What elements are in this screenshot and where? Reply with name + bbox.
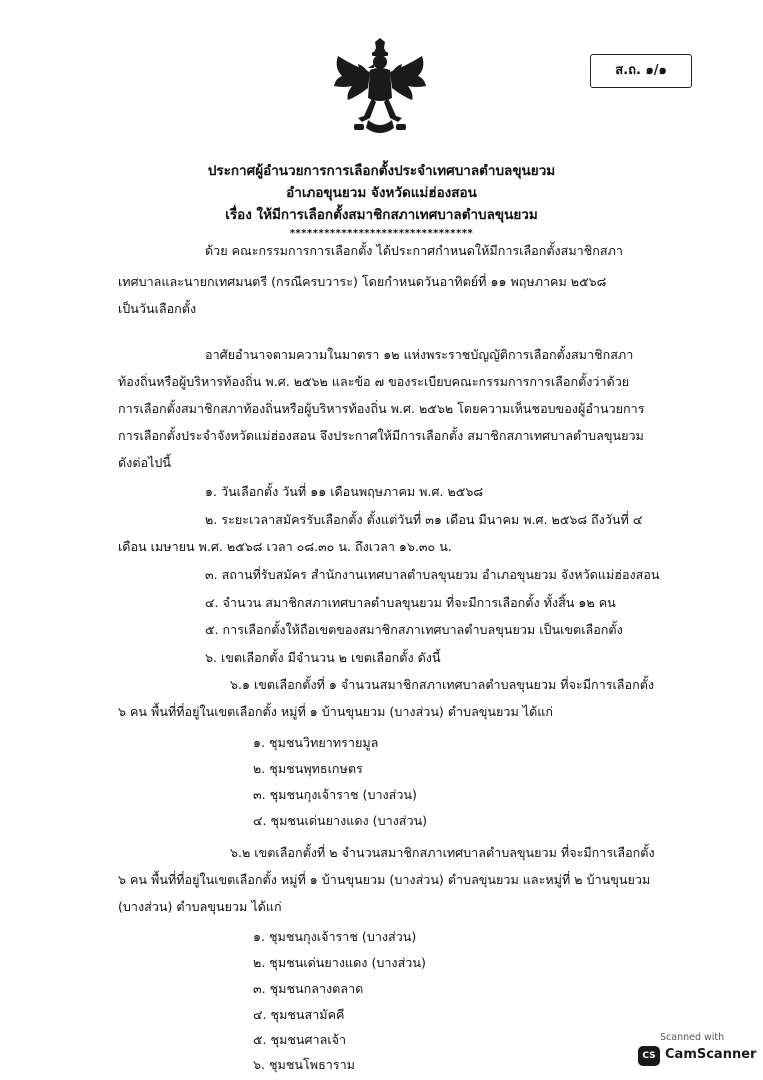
paragraph-1-line: เป็นวันเลือกตั้ง — [118, 301, 197, 316]
form-code: ส.ถ. ๑/๑ — [615, 63, 667, 78]
district-2-line: ๖ คน พื้นที่ที่อยู่ในเขตเลือกตั้ง หมู่ที่ ๑ บ้านขุนยวม (บางส่วน) ตำบลขุนยวม และหมู่ที่ ๒ บ้านขุนยวม — [118, 872, 651, 887]
district-1-line: ๖.๑ เขตเลือกตั้งที่ ๑ จำนวนสมาชิกสภาเทศบาลตำบลขุนยวม ที่จะมีการเลือกตั้ง — [230, 677, 655, 692]
garuda-emblem-icon — [328, 38, 432, 142]
district-2-community: ๒. ชุมชนเด่นยางแดง (บางส่วน) — [253, 955, 426, 970]
item-4: ๔. จำนวน สมาชิกสภาเทศบาลตำบลขุนยวม ที่จะมีการเลือกตั้ง ทั้งสิ้น ๑๒ คน — [205, 595, 616, 610]
scanned-with-label: Scanned with — [660, 1032, 725, 1043]
paragraph-2-line: อาศัยอำนาจตามความในมาตรา ๑๒ แห่งพระราชบัญญัติการเลือกตั้งสมาชิกสภา — [205, 347, 634, 362]
paragraph-2-line: การเลือกตั้งสมาชิกสภาท้องถิ่นหรือผู้บริหารท้องถิ่น พ.ศ. ๒๕๖๒ โดยความเห็นชอบของผู้อำนวยการ — [118, 401, 645, 416]
header-line-1: ประกาศผู้อำนวยการการเลือกตั้งประจำเทศบาลตำบลขุนยวม — [207, 163, 556, 179]
district-2-community: ๕. ชุมชนศาลเจ้า — [253, 1032, 347, 1047]
district-1-line: ๖ คน พื้นที่ที่อยู่ในเขตเลือกตั้ง หมู่ที่ ๑ บ้านขุนยวม (บางส่วน) ตำบลขุนยวม ได้แก่ — [118, 704, 554, 719]
district-2-community: ๑. ชุมชนกุงเจ้าราช (บางส่วน) — [253, 929, 417, 944]
paragraph-2-line: การเลือกตั้งประจำจังหวัดแม่ฮ่องสอน จึงประกาศให้มีการเลือกตั้ง สมาชิกสภาเทศบาลตำบลขุนยวม — [118, 428, 644, 443]
district-2-community: ๖. ชุมชนโพธาราม — [253, 1057, 355, 1072]
header-line-3: เรื่อง ให้มีการเลือกตั้งสมาชิกสภาเทศบาลตำบลขุนยวม — [225, 207, 538, 223]
paragraph-2-line: ท้องถิ่นหรือผู้บริหารท้องถิ่น พ.ศ. ๒๕๖๒ และข้อ ๗ ของระเบียบคณะกรรมการการเลือกตั้งว่าด้วย — [118, 374, 630, 389]
item-2-continued: เดือน เมษายน พ.ศ. ๒๕๖๘ เวลา ๐๘.๓๐ น. ถึงเวลา ๑๖.๓๐ น. — [118, 539, 452, 554]
item-2: ๒. ระยะเวลาสมัครรับเลือกตั้ง ตั้งแต่วันที่ ๓๑ เดือน มีนาคม พ.ศ. ๒๕๖๘ ถึงวันที่ ๔ — [205, 512, 643, 527]
camscanner-watermark — [638, 1032, 756, 1072]
paragraph-2-line: ดังต่อไปนี้ — [118, 455, 172, 470]
district-2-line: (บางส่วน) ตำบลขุนยวม ได้แก่ — [118, 899, 282, 914]
camscanner-logo-icon: CS — [638, 1046, 660, 1066]
item-3: ๓. สถานที่รับสมัคร สำนักงานเทศบาลตำบลขุนยวม อำเภอขุนยวม จังหวัดแม่ฮ่องสอน — [205, 567, 660, 582]
announcement-header — [0, 160, 763, 242]
camscanner-brand: CamScanner — [665, 1047, 757, 1062]
item-6: ๖. เขตเลือกตั้ง มีจำนวน ๒ เขตเลือกตั้ง ดังนี้ — [205, 650, 441, 665]
district-1-community: ๔. ชุมชนเด่นยางแดง (บางส่วน) — [253, 813, 428, 828]
header-line-2: อำเภอขุนยวม จังหวัดแม่ฮ่องสอน — [286, 185, 477, 201]
paragraph-1-line: เทศบาลและนายกเทศมนตรี (กรณีครบวาระ) โดยกำหนดวันอาทิตย์ที่ ๑๑ พฤษภาคม ๒๕๖๘ — [118, 274, 607, 289]
paragraph-1-line: ด้วย คณะกรรมการการเลือกตั้ง ได้ประกาศกำหนดให้มีการเลือกตั้งสมาชิกสภา — [205, 243, 623, 258]
form-code-box — [590, 54, 692, 88]
district-1-community: ๓. ชุมชนกุงเจ้าราช (บางส่วน) — [253, 787, 417, 802]
header-separator: ******************************** — [289, 228, 474, 239]
district-2-line: ๖.๒ เขตเลือกตั้งที่ ๒ จำนวนสมาชิกสภาเทศบาลตำบลขุนยวม ที่จะมีการเลือกตั้ง — [230, 845, 655, 860]
item-1: ๑. วันเลือกตั้ง วันที่ ๑๑ เดือนพฤษภาคม พ.ศ. ๒๕๖๘ — [205, 484, 484, 499]
item-5: ๕. การเลือกตั้งให้ถือเขตของสมาชิกสภาเทศบาลตำบลขุนยวม เป็นเขตเลือกตั้ง — [205, 622, 623, 637]
district-1-community: ๑. ชุมชนวิทยาทรายมูล — [253, 735, 379, 750]
district-1-community: ๒. ชุมชนพุทธเกษตร — [253, 761, 363, 776]
district-2-community: ๓. ชุมชนกลางตลาด — [253, 981, 364, 996]
district-2-community: ๔. ชุมชนสามัคคี — [253, 1007, 345, 1022]
